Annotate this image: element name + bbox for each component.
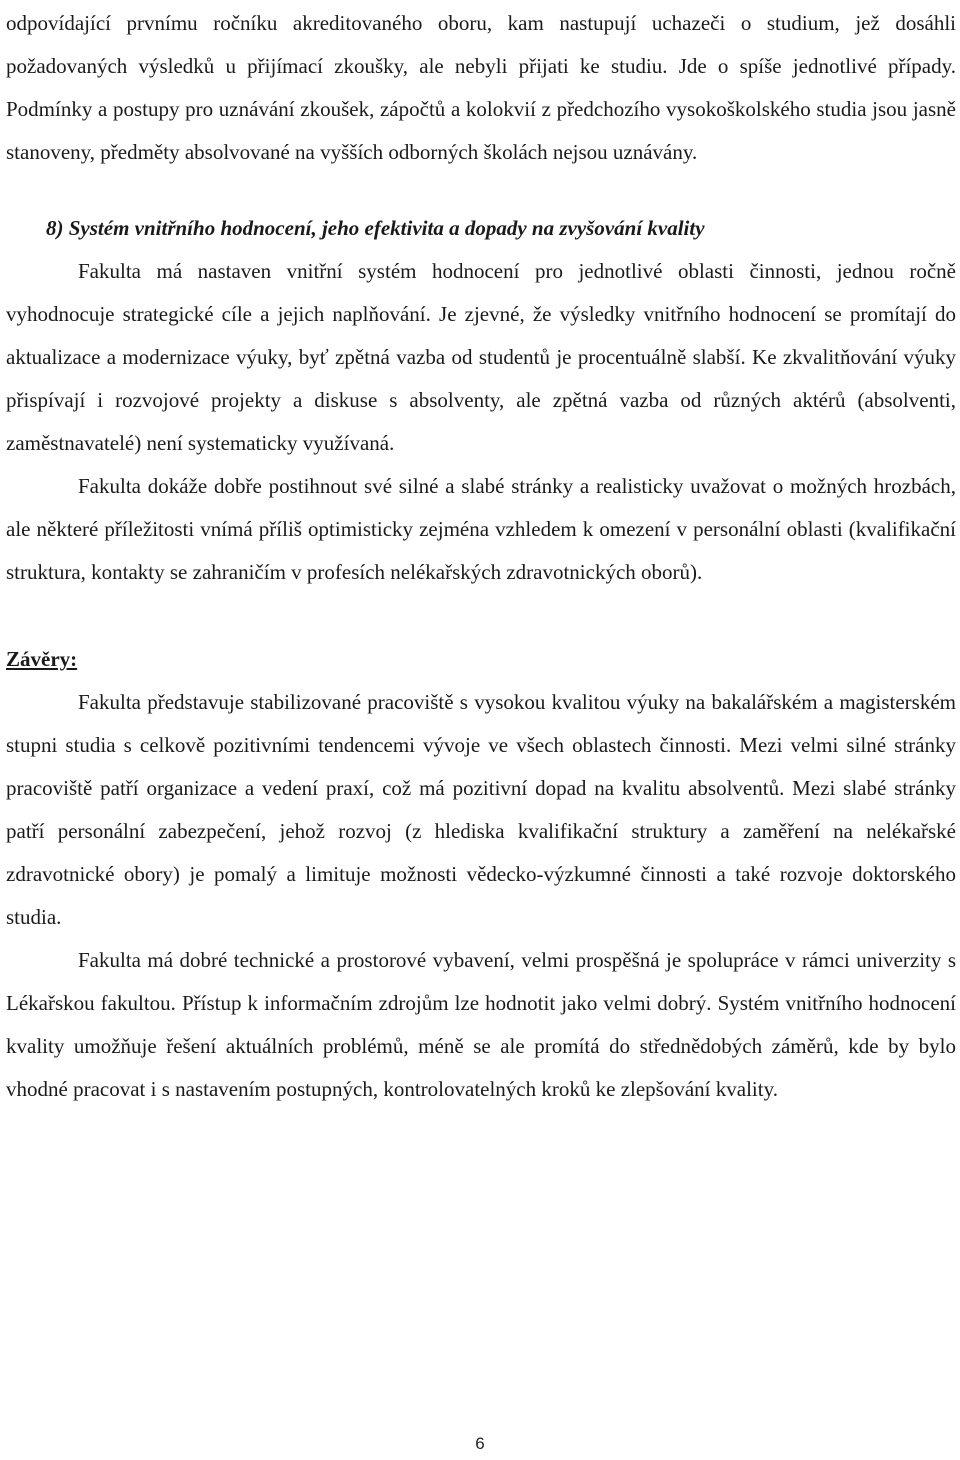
- conclusions-paragraph-1: Fakulta představuje stabilizované pracoviště s vysokou kvalitou výuky na bakalářském a magisterském stupni studia s celkově pozitivními tendencemi vývoje ve všech oblastech činnosti. Mezi velmi silné stránky pracoviště patří organizace a vedení praxí, což má pozitivní dopad na kvalitu absolventů. Mezi slabé stránky patří personální zabezpečení, jehož rozvoj (z hlediska kvalifikační struktury a zaměření na nelékařské zdravotnické obory) je pomalý a limituje možnosti vědecko-výzkumné činnosti a také rozvoje doktorského studia.: [6, 690, 956, 929]
- document-page: [6, 0, 956, 1111]
- conclusions-heading: Závěry:: [6, 647, 78, 671]
- section-8-heading: 8) Systém vnitřního hodnocení, jeho efektivita a dopady na zvyšování kvality: [46, 216, 705, 240]
- conclusions-paragraph-2: Fakulta má dobré technické a prostorové vybavení, velmi prospěšná je spolupráce v rámci univerzity s Lékařskou fakultou. Přístup k informačním zdrojům lze hodnotit jako velmi dobrý. Systém vnitřního hodnocení kvality umožňuje řešení aktuálních problémů, méně se ale promítá do střednědobých záměrů, kde by bylo vhodné pracovat i s nastavením postupných, kontrolovatelných kroků ke zlepšování kvality.: [6, 948, 956, 1101]
- section-8-paragraph-2: Fakulta dokáže dobře postihnout své silné a slabé stránky a realisticky uvažovat o možných hrozbách, ale některé příležitosti vnímá příliš optimisticky zejména vzhledem k omezení v personální oblasti (kvalifikační struktura, kontakty se zahraničím v profesích nelékařských zdravotnických oborů).: [6, 474, 956, 584]
- page-number: 6: [475, 1434, 485, 1453]
- intro-paragraph: odpovídající prvnímu ročníku akreditovaného oboru, kam nastupují uchazeči o studium, jež dosáhli požadovaných výsledků u přijímací zkoušky, ale nebyli přijati ke studiu. Jde o spíše jednotlivé případy. Podmínky a postupy pro uznávání zkoušek, zápočtů a kolokvií z předchozího vysokoškolského studia jsou jasně stanoveny, předměty absolvované na vyšších odborných školách nejsou uznávány.: [6, 11, 956, 164]
- section-8-paragraph-1: Fakulta má nastaven vnitřní systém hodnocení pro jednotlivé oblasti činnosti, jednou ročně vyhodnocuje strategické cíle a jejich naplňování. Je zjevné, že výsledky vnitřního hodnocení se promítají do aktualizace a modernizace výuky, byť zpětná vazba od studentů je procentuálně slabší. Ke zkvalitňování výuky přispívají i rozvojové projekty a diskuse s absolventy, ale zpětná vazba od různých aktérů (absolventi, zaměstnavatelé) není systematicky využívaná.: [6, 259, 956, 455]
